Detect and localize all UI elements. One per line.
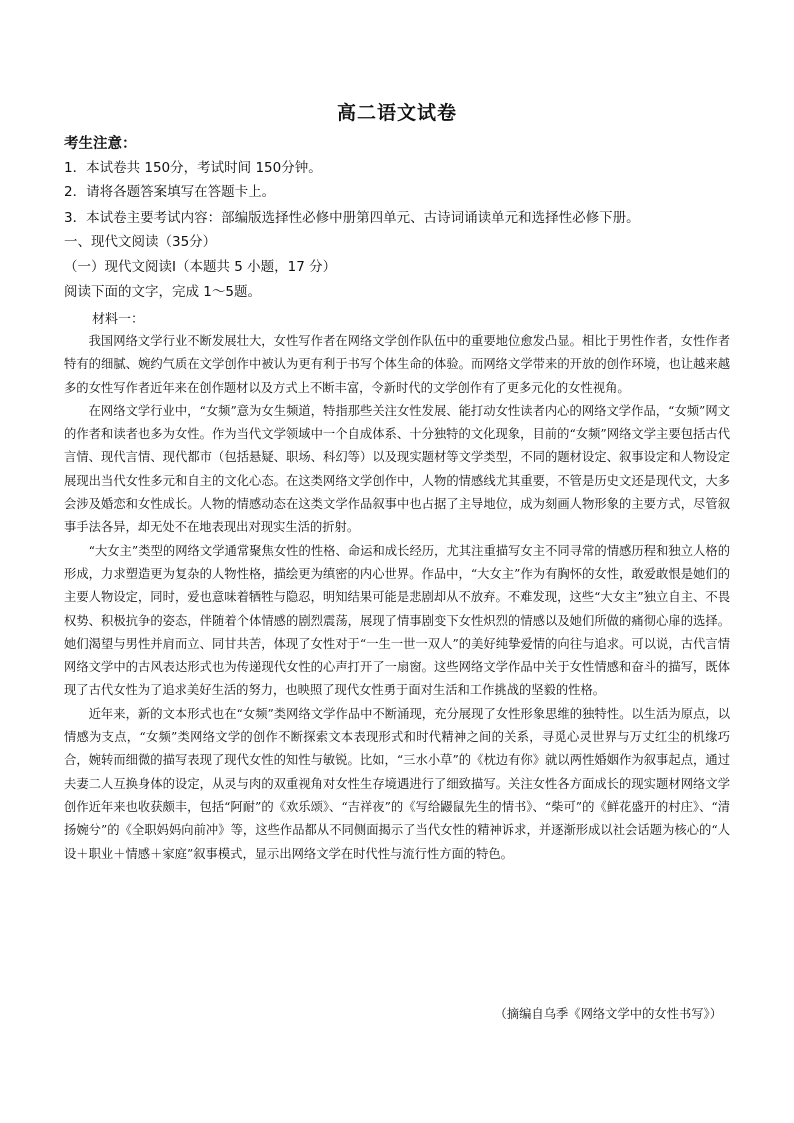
notice-item-1: 1．本试卷共 150分，考试时间 150分钟。: [64, 160, 322, 176]
notice-heading: 考生注意：: [64, 135, 137, 152]
paragraph-4: 近年来，新的文本形式也在“女频”类网络文学作品中不断涌现，充分展现了女性形象思维的独特性。以生活为原点，以情感为支点，“女频”类网络文学的创作不断探索文本表现形式和时代精神之间的关系，寻觅心灵世界与万丈红尘的机缘巧合，婉转而细微的描写表现了现代女性的知性与敏锐。比如，“三水小草”的《枕边有你》就以两性婚姻作为叙事起点，通过夫妻二人互换身体的设定，从灵与肉的双重视角对女性生存境遇进行了细致描写。关注女性各方面成长的现实题材网络文学创作近年来也收获颇丰，包括“阿耐”的《欢乐颂》、“吉祥夜”的《写给鼹鼠先生的情书》、“柴可”的《鲜花盛开的村庄》、“清扬婉兮”的《全职妈妈向前冲》等，这些作品都从不同侧面揭示了当代女性的精神诉求，并逐渐形成以社会话题为核心的“人设＋职业＋情感＋家庭”叙事模式，显示出网络文学在时代性与流行性方面的特色。: [64, 706, 730, 861]
paragraph-2: 在网络文学行业中，“女频”意为女生频道，特指那些关注女性发展、能打动女性读者内心的网络文学作品，“女频”网文的作者和读者也多为女性。作为当代文学领域中一个自成体系、十分独特的文化现象，目前的“女频”网络文学主要包括古代言情、现代言情、现代都市（包括悬疑、职场、科幻等）以及现实题材等文学类型，不同的题材设定、叙事设定和人物设定展现出当代女性多元和自主的文化心态。在这类网络文学创作中，人物的情感线尤其重要，不管是历史文还是现代文，大多会涉及婚恋和女性成长。人物的情感动态在这类文学作品叙事中也占据了主导地位，成为刻画人物形象的主要方式，尽管叙事手法各异，却无处不在地表现出对现实生活的折射。: [64, 403, 730, 535]
source-citation: （摘编自乌季《网络文学中的女性书写》）: [494, 1007, 722, 1021]
instruction: 阅读下面的文字，完成 1～5题。: [64, 284, 261, 300]
section-heading: 一、现代文阅读（35分）: [64, 234, 217, 250]
paragraph-3: “大女主”类型的网络文学通常聚焦女性的性格、命运和成长经历，尤其注重描写女主不同寻常的情感历程和独立人格的形成，力求塑造更为复杂的人物性格，描绘更为缜密的内心世界。作品中，“大女主”作为有胸怀的女性，敢爱敢恨是她们的主要人物设定，同时，爱也意味着牺牲与隐忍，明知结果可能是悲剧却从不放弃。不难发现，这些“大女主”独立自主、不畏权势、积极抗争的姿态，伴随着个体情感的剧烈震荡，展现了情事剧变下女性炽烈的情感以及她们所做的痛彻心扉的选择。她们渴望与男性并肩而立、同甘共苦，体现了女性对于“一生一世一双人”的美好纯挚爱情的向往与追求。可以说，古代言情网络文学中的古风表达形式也为传递现代女性的心声打开了一扇窗。这些网络文学作品中关于女性情感和奋斗的描写，既体现了古代女性为了追求美好生活的努力，也映照了现代女性勇于面对生活和工作挑战的坚毅的性格。: [64, 543, 730, 698]
page-title: 高二语文试卷: [336, 102, 457, 124]
material-label: 材料一：: [92, 312, 145, 327]
article-body: [64, 330, 730, 866]
subsection-heading: （一）现代文阅读Ⅰ（本题共 5 小题，17 分）: [64, 259, 337, 275]
notice-item-3: 3．本试卷主要考试内容：部编版选择性必修中册第四单元、古诗词诵读单元和选择性必修下册。: [64, 210, 640, 226]
notice-item-2: 2．请将各题答案填写在答题卡上。: [64, 184, 276, 200]
paragraph-1: 我国网络文学行业不断发展壮大，女性写作者在网络文学创作队伍中的重要地位愈发凸显。相比于男性作者，女性作者特有的细腻、婉约气质在文学创作中被认为更有利于书写个体生命的体验。而网络文学带来的开放的创作环境，也让越来越多的女性写作者近年来在创作题材以及方式上不断丰富，令新时代的文学创作有了更多元化的女性视角。: [64, 334, 730, 395]
